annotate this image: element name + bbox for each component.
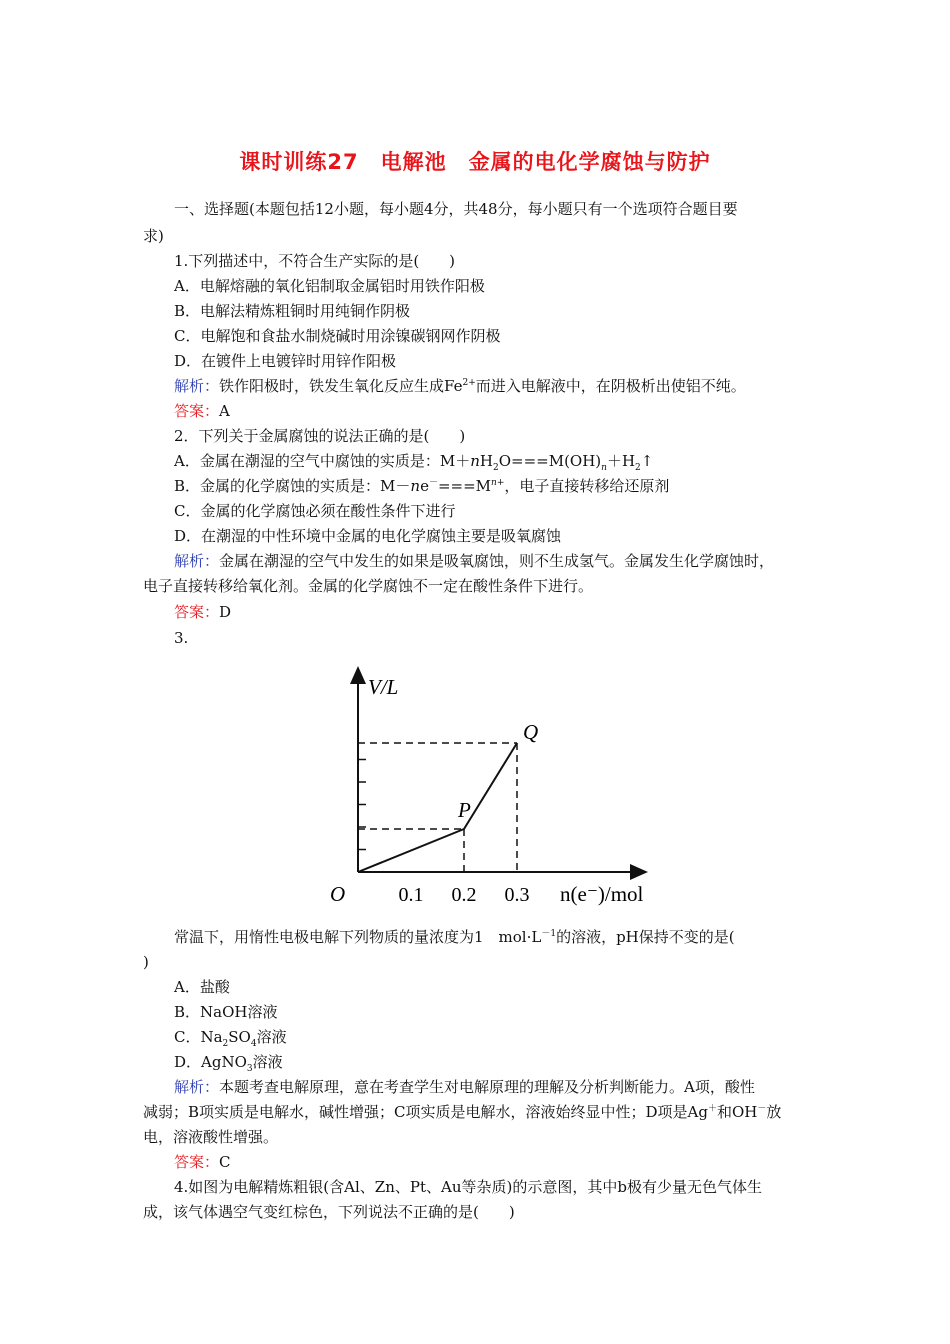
q2-option-b: B．金属的化学腐蚀的实质是：$M-ne^-===M^{n+}$，电子直接转移给还原剂 [174, 477, 670, 495]
q2-option-c: C．金属的化学腐蚀必须在酸性条件下进行 [174, 502, 456, 520]
q3-stem-1: 常温下，用惰性电极电解下列物质的量浓度为1 $mol\cdot L^{-1}$的溶液，pH保持不变的是( [174, 928, 735, 946]
q1-option-d: D．在镀件上电镀锌时用锌作阳极 [174, 352, 397, 370]
q3-chart [320, 658, 680, 914]
x-tick-label: 0.3 [504, 884, 530, 906]
q1-answer: 答案：A [174, 402, 230, 420]
q4-stem-1: 4.如图为电解精炼粗银(含Al、Zn、Pt、Au等杂质)的示意图，其中b极有少量无色气体生 [174, 1178, 762, 1196]
q1-stem: 1.下列描述中，不符合生产实际的是( ) [174, 252, 456, 270]
answer-label: 答案： [174, 402, 220, 420]
q2-option-a: A．金属在潮湿的空气中腐蚀的实质是：$M+nH_2O===M(OH)_n+H_2↑$ [174, 452, 654, 473]
q2-analysis-2: 电子直接转移给氧化剂。金属的化学腐蚀不一定在酸性条件下进行。 [143, 577, 594, 595]
section-intro-line1: 一、选择题(本题包括12小题，每小题4分，共48分，每小题只有一个选项符合题目要 [174, 200, 738, 218]
x-tick-label: 0.2 [451, 884, 477, 906]
x-tick-label: 0.1 [398, 884, 424, 906]
q4-stem-2: 成，该气体遇空气变红棕色，下列说法不正确的是( ) [143, 1203, 515, 1221]
q3-option-b: B．NaOH溶液 [174, 1003, 278, 1021]
point-label-q: Q [523, 720, 539, 744]
q2-answer: 答案：D [174, 603, 232, 621]
q1-option-b: B．电解法精炼粗铜时用纯铜作阴极 [174, 302, 411, 320]
q3-option-a: A．盐酸 [174, 978, 230, 996]
point-label-p: P [458, 798, 471, 822]
q3-option-c: C．$Na_2SO_4$溶液 [174, 1028, 287, 1049]
q3-analysis-2: 减弱；B项实质是电解水，碱性增强；C项实质是电解水，溶液始终显中性；D项是Ag＋和OH－放 [143, 1103, 782, 1121]
section-intro-line2: 求) [143, 227, 164, 245]
series-line [358, 743, 517, 872]
q1-option-c: C．电解饱和食盐水制烧碱时用涂镍碳钢网作阴极 [174, 327, 501, 345]
q1-analysis: 解析：铁作阳极时，铁发生氧化反应生成$Fe^{2+}$而进入电解液中，在阴极析出使铝不纯。 [174, 377, 746, 395]
q3-number: 3. [174, 629, 189, 647]
q3-analysis-1: 解析：本题考查电解原理，意在考查学生对电解原理的理解及分析判断能力。A项，酸性 [174, 1078, 755, 1096]
q2-analysis-1: 解析：金属在潮湿的空气中发生的如果是吸氧腐蚀，则不生成氢气。金属发生化学腐蚀时， [174, 552, 775, 570]
x-axis-label: n(e⁻)/mol [560, 882, 644, 906]
page-title: 课时训练27 电解池 金属的电化学腐蚀与防护 [239, 150, 711, 174]
origin-label: O [330, 882, 346, 906]
q3-option-d: D．AgNO$_3$溶液 [174, 1053, 283, 1074]
y-axis-label: V/L [368, 675, 399, 699]
analysis-label: 解析： [174, 377, 220, 395]
q2-option-d: D．在潮湿的中性环境中金属的电化学腐蚀主要是吸氧腐蚀 [174, 527, 562, 545]
q1-option-a: A．电解熔融的氧化铝制取金属铝时用铁作阳极 [174, 277, 485, 295]
q3-analysis-3: 电，溶液酸性增强。 [143, 1128, 279, 1146]
q3-answer: 答案：C [174, 1153, 231, 1171]
q2-stem: 2．下列关于金属腐蚀的说法正确的是( ) [174, 427, 466, 445]
q3-stem-2: ) [143, 953, 149, 971]
